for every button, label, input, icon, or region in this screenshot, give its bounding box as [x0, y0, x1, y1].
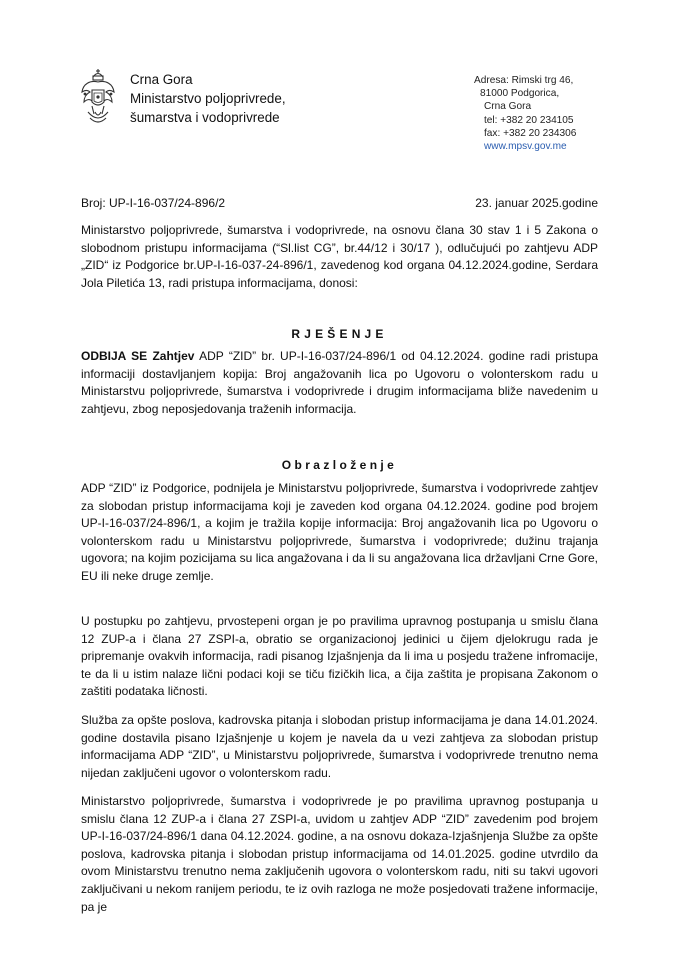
resolution-heading: RJEŠENJE	[291, 327, 388, 341]
ministry-name-line2: šumarstva i vodoprivrede	[130, 110, 280, 125]
reasoning-paragraph: Služba za opšte poslova, kadrovska pitanja i slobodan pristup informacijama je dana 14.01.2024. godine dostavila pisano Izjašnjenje u kojem je navela da u vezi zahtjeva za slobodan pristup informacijama ADP “ZID”, u Ministarstvu poljoprivrede, šumarstva i vodoprivrede trenutno nema nijedan zaključeni ugovor o volonterskom radu.	[81, 713, 598, 780]
address-country: Crna Gora	[484, 101, 532, 113]
reasoning-heading: Obrazloženje	[281, 458, 398, 472]
address-city: 81000 Podgorica,	[480, 88, 560, 100]
address-phone: tel: +382 20 234105	[484, 114, 574, 126]
coat-of-arms-icon	[80, 68, 116, 126]
document-date: 23. januar 2025.godine	[475, 196, 598, 210]
address-block	[474, 74, 576, 153]
reasoning-paragraph: Ministarstvo poljoprivrede, šumarstva i vodoprivrede je po pravilima upravnog postupanja u smislu člana 12 ZUP-a i člana 27 ZSPI-a, uvidom u zahtjev ADP “ZID” zavedenim pod brojem UP-I-16-037/24-896/1 dana 04.12.2024. godine, a na osnovu dokaza-Izjašnjenja Službe za opšte poslova, kadrovska pitanja i slobodan pristup informacijama od 14.01.2025. godine utvrdilo da ovom Ministarstvu trenutno nema zaključenih ugovora o volonterskom radu, niti su takvi ugovori zaključivani u nekom ranijem periodu, te iz ovih razloga ne može posjedovati tražene informacije, pa je	[81, 794, 598, 914]
website-link[interactable]: www.mpsv.gov.me	[484, 141, 567, 153]
resolution-paragraph	[81, 348, 598, 418]
country-name: Crna Gora	[130, 72, 193, 87]
reasoning-paragraph: U postupku po zahtjevu, prvostepeni organ je po pravilima upravnog postupanja u smislu člana 12 ZUP-a i člana 27 ZSPI-a, obratio se organizacionoj jedinici u čijem djelokrugu rada je pripremanje ovakvih informacija, radi pisanog Izjašnjenja da li ima u posjedu tražene infromacije, te da li u istim nalaze lični podaci koji se tiču fizičkih lica, a čija zaštita je propisana Zakonom o zaštiti podataka ličnosti.	[81, 614, 598, 699]
ministry-name-block	[130, 70, 286, 127]
address-street: Adresa: Rimski trg 46,	[474, 75, 574, 86]
ministry-name-line1: Ministarstvo poljoprivrede,	[130, 91, 286, 106]
address-fax: fax: +382 20 234306	[484, 127, 577, 139]
reasoning-paragraph: ADP “ZID” iz Podgorice, podnijela je Ministarstvu poljoprivrede, šumarstva i vodoprivrede zahtjev za slobodan pristup informacijama koji je zaveden kod organa 04.12.2024. godine pod brojem UP-I-16-037/24-896/1, a kojim je tražila kopije informacija: Broj angažovanih lica po Ugovoru o volonterskom radu u Ministarstvu poljoprivrede, šumarstva i vodoprivrede; dužinu trajanja ugovora; na kojim pozicijama su lica angažovana i da li su angažovana lica državljani Crne Gore, EU ili neke druge zemlje.	[81, 481, 598, 583]
intro-paragraph: Ministarstvo poljoprivrede, šumarstva i vodoprivrede, na osnovu člana 30 stav 1 i 5 Zakona o slobodnom pristupu informacijama (“Sl.list CG”, br.44/12 i 30/17 ), odlučujući po zahtjevu ADP „ZID“ iz Podgorice br.UP-I-16-037-24-896/1, zavedenog kod organa 04.12.2024.godine, Serdara Jola Piletića 13, radi pristupa informacijama, donosi:	[81, 223, 598, 290]
resolution-text: ADP “ZID” br. UP-I-16-037/24-896/1 od 04.12.2024. godine radi pristupa informaciji dostavljanjem kopija: Broj angažovanih lica po Ugovoru o volonterskom radu u Ministarstvu poljoprivrede, šumarstva i vodoprivrede i drugim informacijama bliže navedenim u zahtjevu, zbog neposjedovanja traženih informacija.	[81, 349, 598, 416]
resolution-lead: ODBIJA SE Zahtjev	[81, 349, 195, 363]
reference-number: Broj: UP-I-16-037/24-896/2	[81, 196, 226, 210]
